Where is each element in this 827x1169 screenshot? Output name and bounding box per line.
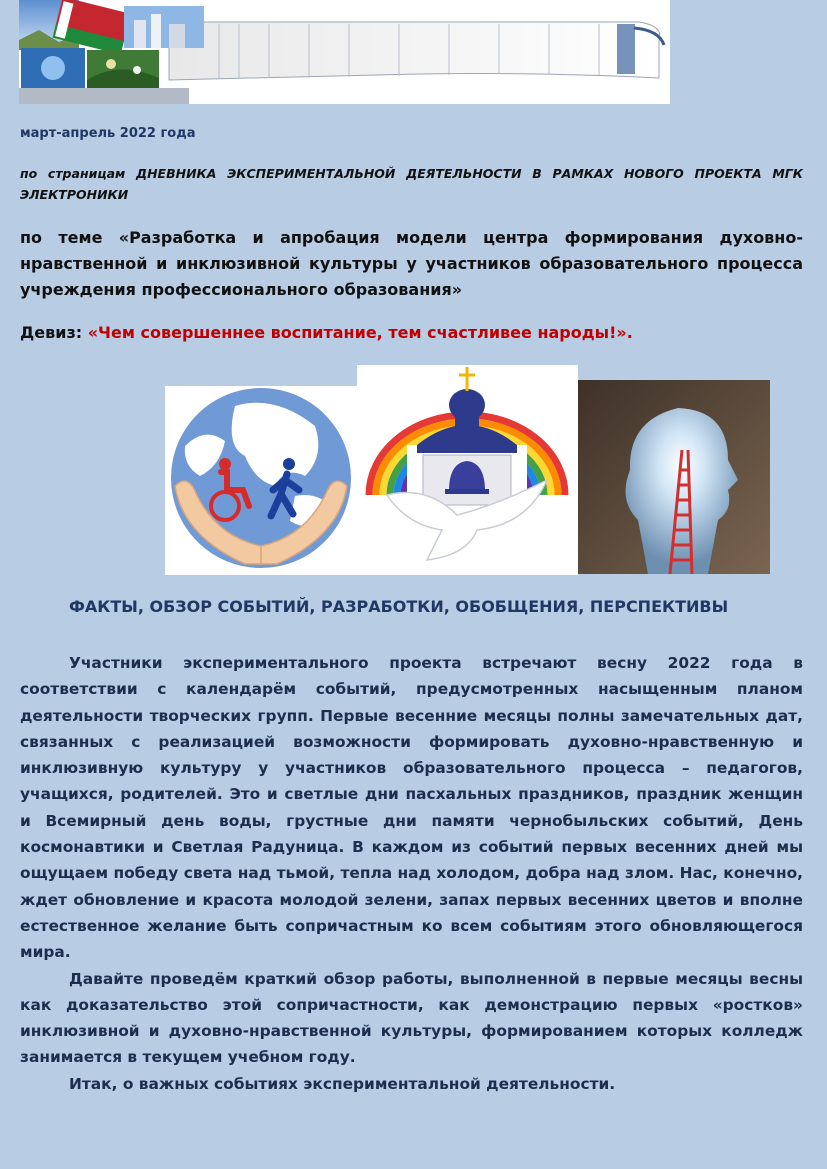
paragraph-3: Итак, о важных событиях экспериментальной деятельности.	[69, 1074, 616, 1093]
church-rainbow-dove-icon	[357, 365, 578, 575]
diary-title	[20, 163, 803, 205]
banner-image	[19, 0, 670, 104]
head-ladder-light-icon	[578, 380, 770, 574]
diary-heading: ДНЕВНИКА ЭКСПЕРИМЕНТАЛЬНОЙ ДЕЯТЕЛЬНОСТИ В РАМКАХ НОВОГО ПРОЕКТА МГК ЭЛЕКТРОНИКИ	[20, 166, 803, 202]
section-heading: ФАКТЫ, ОБЗОР СОБЫТИЙ, РАЗРАБОТКИ, ОБОБЩЕНИЯ, ПЕРСПЕКТИВЫ	[69, 597, 729, 616]
article-body	[20, 650, 803, 1097]
ladder-image	[578, 380, 770, 574]
diary-prefix: по страницам	[20, 166, 126, 181]
inclusion-image	[165, 386, 357, 575]
church-image	[357, 365, 578, 575]
globe-hands-inclusion-icon	[165, 386, 357, 575]
project-topic: по теме «Разработка и апробация модели центра формирования духовно-нравственной и инклюзивной культуры у участников образовательного процесса учреждения профессионального образования»	[20, 228, 803, 299]
motto-text: «Чем совершеннее воспитание, тем счастливее народы!».	[87, 323, 633, 342]
paragraph-1: Участники экспериментального проекта встречают весну 2022 года в соответствии с календарём событий, предусмотренных насыщенным планом деятельности творческих групп. Первые весенние месяцы полны замечательных дат, связанных с реализацией возможности формировать духовно-нравственную и инклюзивную культуру у участников образовательного процесса – педагогов, учащихся, родителей. Это и светлые дни пасхальных праздников, праздник женщин и Всемирный день воды, грустные дни памяти чернобыльских событий, День космонавтики и Светлая Радуница. В каждом из событий первых весенних дней мы ощущаем победу света над тьмой, тепла над холодом, добра над злом. Нас, конечно, ждет обновление и красота молодой зелени, запах первых весенних цветов и вполне естественное желание быть сопричастным ко всем событиям этого обновляющегося мира.	[20, 654, 803, 962]
paragraph-2: Давайте проведём краткий обзор работы, выполненной в первые месяцы весны как доказательство этой сопричастности, как демонстрацию первых «ростков» инклюзивной и духовно-нравственной культуры, формированием которых колледж занимается в текущем учебном году.	[20, 969, 803, 1067]
banner-flags-collage-icon	[19, 0, 670, 104]
motto	[20, 323, 803, 342]
motto-label: Девиз:	[20, 323, 83, 342]
issue-date: март-апрель 2022 года	[20, 126, 196, 141]
